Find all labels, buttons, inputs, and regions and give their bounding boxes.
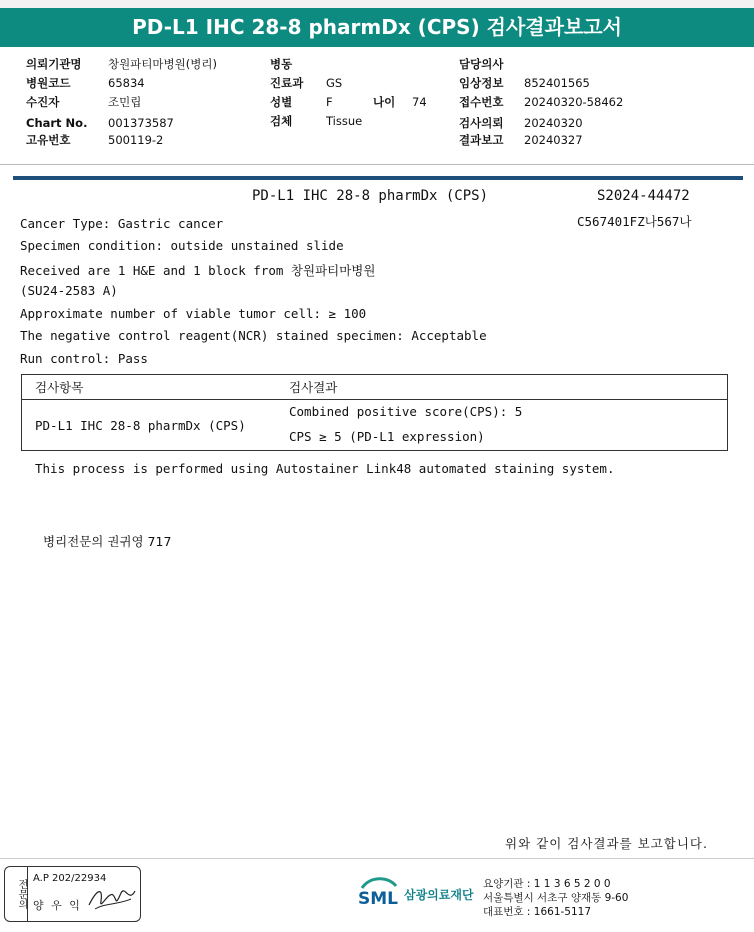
pathologist: 병리전문의 권귀영 717 [43, 534, 172, 549]
report-title: PD-L1 IHC 28-8 pharmDx (CPS) 검사결과보고서 [0, 8, 754, 47]
header-test-item: 검사항목 [22, 375, 276, 400]
test-name-heading: PD-L1 IHC 28-8 pharmDx (CPS) [252, 188, 489, 204]
phone-number: 대표번호 : 1661-5117 [483, 906, 592, 918]
report-rule [13, 176, 743, 180]
table-row [22, 400, 728, 451]
label-accession-no: 접수번호 [459, 95, 504, 109]
value-hospital-code: 65834 [108, 76, 145, 90]
sml-logo-icon [356, 874, 400, 914]
result-table-header [22, 375, 728, 400]
body-line-tumor-cells: Approximate number of viable tumor cell: ≥ 100 [20, 306, 367, 321]
address: 서울특별시 서초구 양재동 9-60 [483, 892, 629, 904]
value-clinical-info: 852401565 [524, 76, 590, 90]
report-number: S2024-44472 [597, 188, 690, 204]
label-chart-no: Chart No. [26, 116, 88, 130]
value-sex: F [326, 95, 333, 109]
value-accession-no: 20240320-58462 [524, 95, 624, 109]
body-line-run-control: Run control: Pass [20, 351, 148, 366]
value-request-date: 20240320 [524, 116, 583, 130]
top-strip [0, 0, 754, 8]
result-cps-interpretation: CPS ≥ 5 (PD-L1 expression) [289, 429, 485, 444]
label-requesting-institution: 의뢰기관명 [26, 57, 82, 71]
label-hospital-code: 병원코드 [26, 76, 71, 90]
label-ward: 병동 [270, 57, 293, 71]
sml-logo-text: SML [358, 889, 398, 909]
value-unique-no: 500119-2 [108, 133, 164, 147]
label-department: 진료과 [270, 76, 304, 90]
header-test-result: 검사결과 [275, 375, 728, 400]
organization-name: 삼광의료재단 [404, 888, 474, 902]
result-table [21, 374, 728, 451]
value-specimen: Tissue [326, 114, 363, 128]
stamp-side-label: 전문의 [5, 867, 28, 921]
body-line-cancer-type: Cancer Type: Gastric cancer [20, 216, 224, 231]
body-line-ncr: The negative control reagent(NCR) stained specimen: Acceptable [20, 328, 487, 343]
value-patient: 조민립 [108, 95, 142, 109]
result-item: PD-L1 IHC 28-8 pharmDx (CPS) [22, 400, 276, 451]
specimen-code: C567401FZ나567나 [577, 214, 692, 229]
stamp-license: A.P 202/22934 [33, 873, 107, 884]
label-report-date: 결과보고 [459, 133, 504, 147]
value-age: 74 [412, 95, 427, 109]
process-note: This process is performed using Autostainer Link48 automated staining system. [35, 461, 615, 476]
label-age: 나이 [373, 95, 396, 109]
body-line-case-no: (SU24-2583 A) [20, 283, 118, 298]
result-cps-score: Combined positive score(CPS): 5 [289, 404, 523, 419]
value-requesting-institution: 창원파티마병원(병리) [108, 57, 217, 71]
value-chart-no: 001373587 [108, 116, 174, 130]
facility-code: 요양기관 : 1 1 3 6 5 2 0 0 [483, 878, 611, 890]
label-physician: 담당의사 [459, 57, 504, 71]
body-line-received: Received are 1 H&E and 1 block from 창원파티마병원 [20, 263, 376, 278]
label-patient: 수진자 [26, 95, 60, 109]
label-specimen: 검체 [270, 114, 293, 128]
pathologist-stamp [4, 866, 141, 922]
header-divider [0, 164, 754, 165]
label-request-date: 검사의뢰 [459, 116, 504, 130]
signature-icon [87, 881, 137, 915]
label-unique-no: 고유번호 [26, 133, 71, 147]
label-sex: 성별 [270, 95, 293, 109]
value-report-date: 20240327 [524, 133, 583, 147]
value-department: GS [326, 76, 343, 90]
footer-divider [0, 858, 754, 859]
label-clinical-info: 임상정보 [459, 76, 504, 90]
closing-statement: 위와 같이 검사결과를 보고합니다. [505, 836, 708, 851]
stamp-name: 양 우 익 [33, 899, 82, 912]
body-line-specimen-condition: Specimen condition: outside unstained slide [20, 238, 344, 253]
